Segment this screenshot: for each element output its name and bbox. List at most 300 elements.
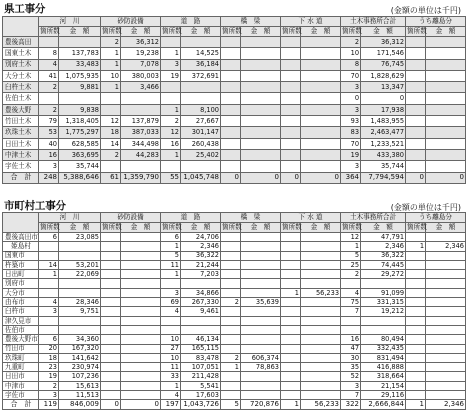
amount-cell: 7,078 — [121, 59, 161, 70]
table-row — [3, 233, 466, 242]
amount-cell — [121, 363, 161, 372]
amount-cell — [301, 104, 341, 115]
amount-cell: 332,435 — [361, 344, 406, 353]
prefecture-table — [2, 16, 466, 184]
amount-cell: 318,664 — [361, 372, 406, 381]
count-cell: 10 — [161, 353, 181, 362]
count-cell: 2 — [221, 353, 241, 362]
column-group-header: 道 路 — [161, 17, 221, 27]
amount-cell — [181, 82, 221, 93]
count-cell — [101, 260, 121, 269]
count-cell: 2 — [39, 104, 59, 115]
amount-cell — [241, 48, 281, 59]
amount-cell — [121, 381, 161, 390]
count-cell: 1 — [161, 270, 181, 279]
amount-cell: 19,212 — [361, 307, 406, 316]
amount-cell — [59, 93, 101, 104]
amount-cell — [59, 37, 101, 48]
count-cell: 25 — [341, 260, 361, 269]
count-cell: 3 — [161, 59, 181, 70]
count-cell — [221, 335, 241, 344]
table-row — [3, 325, 466, 334]
row-label: 豊後高田市 — [3, 233, 39, 242]
amount-cell — [426, 116, 466, 127]
amount-cell — [426, 335, 466, 344]
column-subheader: 金 額 — [59, 27, 101, 37]
amount-cell: 80,494 — [361, 335, 406, 344]
column-subheader: 金 額 — [361, 27, 406, 37]
total-row — [3, 172, 466, 183]
amount-cell: 36,312 — [121, 37, 161, 48]
table-row — [3, 161, 466, 172]
count-cell — [281, 70, 301, 81]
amount-cell: 137,783 — [59, 48, 101, 59]
municipal-header-row-subcolumns — [3, 223, 466, 233]
count-cell: 30 — [341, 353, 361, 362]
amount-cell — [301, 391, 341, 400]
amount-cell — [241, 59, 281, 70]
count-cell — [39, 279, 59, 288]
column-group-header: 砂防設備 — [101, 213, 161, 223]
municipal-section-title: 市町村工事分 — [4, 200, 66, 212]
prefecture-header-row-categories — [3, 17, 466, 27]
amount-cell — [121, 353, 161, 362]
row-label: 豊後大野市 — [3, 335, 39, 344]
count-cell: 322 — [341, 400, 361, 409]
amount-cell: 0 — [361, 93, 406, 104]
amount-cell: 720,876 — [241, 400, 281, 409]
amount-cell: 1,483,955 — [361, 116, 406, 127]
amount-cell: 380,003 — [121, 70, 161, 81]
municipal-header-row-categories — [3, 213, 466, 223]
amount-cell — [426, 233, 466, 242]
amount-cell — [301, 242, 341, 251]
count-cell: 2 — [101, 37, 121, 48]
count-cell — [161, 161, 181, 172]
count-cell: 83 — [341, 127, 361, 138]
count-cell: 19 — [161, 70, 181, 81]
count-cell: 5 — [161, 251, 181, 260]
count-cell: 19 — [39, 372, 59, 381]
column-subheader: 箇所数 — [342, 223, 362, 232]
count-cell — [406, 270, 426, 279]
count-cell: 4 — [341, 288, 361, 297]
count-cell — [406, 260, 426, 269]
count-cell: 93 — [341, 116, 361, 127]
count-cell — [221, 381, 241, 390]
count-cell — [406, 37, 426, 48]
count-cell: 69 — [161, 298, 181, 307]
count-cell — [221, 372, 241, 381]
amount-cell: 344,498 — [121, 138, 161, 149]
count-cell: 2 — [39, 82, 59, 93]
amount-cell — [181, 279, 221, 288]
amount-cell — [301, 372, 341, 381]
count-cell — [101, 316, 121, 325]
count-cell: 1 — [161, 149, 181, 160]
amount-cell: 24,706 — [181, 233, 221, 242]
count-cell — [406, 344, 426, 353]
amount-cell: 35,639 — [241, 298, 281, 307]
amount-cell — [121, 251, 161, 260]
row-label: 国東市 — [3, 251, 39, 260]
amount-cell — [59, 251, 101, 260]
amount-cell — [241, 307, 281, 316]
count-cell — [406, 298, 426, 307]
amount-cell — [241, 381, 281, 390]
table-row — [3, 344, 466, 353]
column-subheader: 箇所数 — [162, 27, 182, 36]
amount-cell — [241, 344, 281, 353]
amount-cell — [121, 104, 161, 115]
count-cell: 4 — [161, 391, 181, 400]
amount-cell — [426, 104, 466, 115]
amount-cell — [241, 270, 281, 279]
amount-cell: 2,346 — [181, 242, 221, 251]
row-label: 中津市 — [3, 381, 39, 390]
count-cell — [221, 260, 241, 269]
column-group-header: うち離島分 — [406, 213, 466, 223]
column-subheader: 箇所数 — [40, 223, 60, 232]
count-cell: 0 — [281, 172, 301, 183]
count-cell — [221, 48, 241, 59]
count-cell — [39, 37, 59, 48]
row-label: 由布市 — [3, 298, 39, 307]
count-cell: 16 — [341, 335, 361, 344]
amount-cell — [426, 37, 466, 48]
count-cell — [101, 251, 121, 260]
amount-cell — [426, 127, 466, 138]
amount-cell — [426, 270, 466, 279]
amount-cell — [426, 48, 466, 59]
amount-cell — [121, 298, 161, 307]
column-group-header: うち離島分 — [406, 17, 466, 27]
count-cell — [101, 335, 121, 344]
amount-cell — [301, 344, 341, 353]
amount-cell — [59, 288, 101, 297]
table-row — [3, 279, 466, 288]
amount-cell — [121, 288, 161, 297]
count-cell — [221, 37, 241, 48]
amount-cell — [59, 325, 101, 334]
count-cell — [281, 116, 301, 127]
amount-cell — [301, 138, 341, 149]
row-label: 佐伯土木 — [3, 93, 39, 104]
count-cell — [101, 344, 121, 353]
count-cell: 5 — [221, 400, 241, 409]
row-label: 日出町 — [3, 270, 39, 279]
amount-cell — [301, 335, 341, 344]
count-cell: 41 — [39, 70, 59, 81]
count-cell — [221, 251, 241, 260]
count-cell — [406, 116, 426, 127]
count-cell — [221, 316, 241, 325]
count-cell — [281, 161, 301, 172]
amount-cell: 27,667 — [181, 116, 221, 127]
count-cell — [406, 288, 426, 297]
count-cell: 10 — [341, 48, 361, 59]
amount-cell — [121, 316, 161, 325]
count-cell: 0 — [221, 172, 241, 183]
count-cell — [406, 391, 426, 400]
count-cell — [101, 104, 121, 115]
amount-cell — [241, 335, 281, 344]
count-cell: 70 — [341, 70, 361, 81]
column-group-header: 河 川 — [39, 17, 101, 27]
count-cell: 52 — [341, 372, 361, 381]
amount-cell: 9,461 — [181, 307, 221, 316]
column-group-header: 河 川 — [39, 213, 101, 223]
row-label: 姫島村 — [3, 242, 39, 251]
amount-cell — [121, 260, 161, 269]
column-group-header: 下 水 道 — [281, 213, 341, 223]
total-row — [3, 400, 466, 409]
table-row — [3, 316, 466, 325]
amount-cell — [301, 59, 341, 70]
column-subheader: 箇所数 — [40, 27, 60, 36]
amount-cell — [301, 37, 341, 48]
amount-cell — [241, 70, 281, 81]
count-cell — [281, 353, 301, 362]
count-cell — [221, 288, 241, 297]
count-cell: 55 — [161, 172, 181, 183]
amount-cell — [241, 161, 281, 172]
amount-cell — [426, 344, 466, 353]
count-cell: 8 — [39, 48, 59, 59]
count-cell — [406, 127, 426, 138]
amount-cell — [241, 104, 281, 115]
amount-cell — [301, 233, 341, 242]
amount-cell — [241, 288, 281, 297]
count-cell — [281, 48, 301, 59]
count-cell: 2 — [341, 270, 361, 279]
amount-cell — [301, 325, 341, 334]
column-group-header: 下 水 道 — [281, 17, 341, 27]
column-subheader: 金 額 — [361, 223, 406, 233]
count-cell: 1 — [101, 82, 121, 93]
count-cell: 1 — [281, 400, 301, 409]
municipal-header-corner — [3, 213, 39, 233]
amount-cell: 1,075,935 — [59, 70, 101, 81]
count-cell — [221, 307, 241, 316]
amount-cell: 331,315 — [361, 298, 406, 307]
amount-cell — [426, 381, 466, 390]
amount-cell: 2,666,844 — [361, 400, 406, 409]
count-cell — [101, 372, 121, 381]
count-cell: 1 — [39, 270, 59, 279]
count-cell — [281, 233, 301, 242]
amount-cell: 7,203 — [181, 270, 221, 279]
count-cell — [406, 104, 426, 115]
amount-cell — [241, 316, 281, 325]
count-cell: 1 — [406, 400, 426, 409]
amount-cell: 28,346 — [59, 298, 101, 307]
column-subheader: 金 額 — [301, 223, 341, 233]
amount-cell — [121, 372, 161, 381]
count-cell — [221, 161, 241, 172]
amount-cell: 137,879 — [121, 116, 161, 127]
amount-cell — [241, 37, 281, 48]
table-row — [3, 260, 466, 269]
amount-cell — [241, 391, 281, 400]
count-cell — [406, 381, 426, 390]
amount-cell — [181, 325, 221, 334]
amount-cell — [301, 127, 341, 138]
amount-cell: 25,402 — [181, 149, 221, 160]
column-subheader: 箇所数 — [102, 27, 122, 36]
count-cell — [101, 391, 121, 400]
row-label: 豊後大野 — [3, 104, 39, 115]
count-cell — [406, 138, 426, 149]
count-cell — [221, 93, 241, 104]
amount-cell: 846,009 — [59, 400, 101, 409]
count-cell: 12 — [341, 233, 361, 242]
count-cell — [281, 391, 301, 400]
table-row — [3, 59, 466, 70]
amount-cell — [426, 307, 466, 316]
row-label: 杵築市 — [3, 260, 39, 269]
amount-cell: 267,330 — [181, 298, 221, 307]
amount-cell: 29,272 — [361, 270, 406, 279]
amount-cell — [241, 233, 281, 242]
amount-cell: 2,346 — [361, 242, 406, 251]
amount-cell: 0 — [121, 400, 161, 409]
column-group-header: 土木事務所合計 — [341, 17, 406, 27]
amount-cell: 21,154 — [361, 381, 406, 390]
count-cell: 364 — [341, 172, 361, 183]
amount-cell: 17,603 — [181, 391, 221, 400]
row-label: 臼杵市 — [3, 307, 39, 316]
count-cell — [101, 363, 121, 372]
amount-cell — [426, 353, 466, 362]
amount-cell: 9,881 — [59, 82, 101, 93]
amount-cell: 34,360 — [59, 335, 101, 344]
table-row — [3, 372, 466, 381]
prefecture-header-row-subcolumns — [3, 27, 466, 37]
row-label: 中津土木 — [3, 149, 39, 160]
count-cell: 12 — [101, 116, 121, 127]
table-row — [3, 270, 466, 279]
amount-cell: 9,838 — [59, 104, 101, 115]
amount-cell: 387,033 — [121, 127, 161, 138]
table-row — [3, 242, 466, 251]
count-cell: 7 — [341, 391, 361, 400]
amount-cell: 56,233 — [301, 400, 341, 409]
count-cell: 1 — [161, 381, 181, 390]
count-cell — [221, 104, 241, 115]
count-cell — [101, 161, 121, 172]
amount-cell — [59, 316, 101, 325]
count-cell — [221, 138, 241, 149]
count-cell — [281, 381, 301, 390]
count-cell — [281, 251, 301, 260]
amount-cell — [241, 127, 281, 138]
count-cell — [221, 279, 241, 288]
column-subheader: 金 額 — [181, 27, 221, 37]
count-cell — [39, 93, 59, 104]
count-cell — [161, 316, 181, 325]
count-cell — [406, 363, 426, 372]
amount-cell — [301, 70, 341, 81]
amount-cell: 0 — [426, 172, 466, 183]
amount-cell — [301, 48, 341, 59]
column-subheader: 箇所数 — [407, 27, 427, 36]
amount-cell: 11,513 — [59, 391, 101, 400]
count-cell: 3 — [39, 307, 59, 316]
amount-cell — [301, 316, 341, 325]
amount-cell — [121, 325, 161, 334]
amount-cell: 53,201 — [59, 260, 101, 269]
column-group-header: 砂防設備 — [101, 17, 161, 27]
amount-cell — [426, 325, 466, 334]
amount-cell — [301, 116, 341, 127]
amount-cell: 0 — [301, 172, 341, 183]
amount-cell: 1,828,629 — [361, 70, 406, 81]
amount-cell — [121, 307, 161, 316]
count-cell — [281, 104, 301, 115]
amount-cell: 2,346 — [426, 242, 466, 251]
count-cell — [221, 82, 241, 93]
count-cell — [161, 93, 181, 104]
amount-cell: 47,791 — [361, 233, 406, 242]
column-subheader: 金 額 — [181, 223, 221, 233]
amount-cell — [121, 335, 161, 344]
count-cell: 2 — [221, 298, 241, 307]
column-group-header: 土木事務所合計 — [341, 213, 406, 223]
table-row — [3, 307, 466, 316]
count-cell — [406, 93, 426, 104]
amount-cell — [426, 149, 466, 160]
count-cell: 7 — [341, 307, 361, 316]
count-cell: 10 — [161, 335, 181, 344]
count-cell: 1 — [161, 104, 181, 115]
amount-cell: 9,751 — [59, 307, 101, 316]
table-row — [3, 93, 466, 104]
count-cell: 3 — [341, 381, 361, 390]
count-cell — [221, 344, 241, 353]
count-cell — [221, 233, 241, 242]
count-cell — [101, 93, 121, 104]
table-row — [3, 288, 466, 297]
row-label: 竹田土木 — [3, 116, 39, 127]
count-cell — [281, 270, 301, 279]
amount-cell — [241, 325, 281, 334]
amount-cell: 46,134 — [181, 335, 221, 344]
row-label: 宇佐市 — [3, 391, 39, 400]
count-cell: 16 — [161, 138, 181, 149]
amount-cell — [181, 37, 221, 48]
amount-cell — [426, 372, 466, 381]
amount-cell: 35,744 — [59, 161, 101, 172]
count-cell: 6 — [39, 335, 59, 344]
count-cell: 2 — [341, 37, 361, 48]
amount-cell: 33,483 — [59, 59, 101, 70]
amount-cell — [241, 138, 281, 149]
column-subheader: 金 額 — [121, 27, 161, 37]
amount-cell: 2,463,477 — [361, 127, 406, 138]
amount-cell: 35,744 — [361, 161, 406, 172]
count-cell: 0 — [406, 172, 426, 183]
amount-cell — [301, 149, 341, 160]
count-cell — [101, 270, 121, 279]
amount-cell: 107,236 — [59, 372, 101, 381]
count-cell — [101, 242, 121, 251]
amount-cell: 19,238 — [121, 48, 161, 59]
count-cell — [406, 251, 426, 260]
row-label: 合 計 — [3, 400, 39, 409]
count-cell: 27 — [161, 344, 181, 353]
count-cell: 2 — [161, 116, 181, 127]
